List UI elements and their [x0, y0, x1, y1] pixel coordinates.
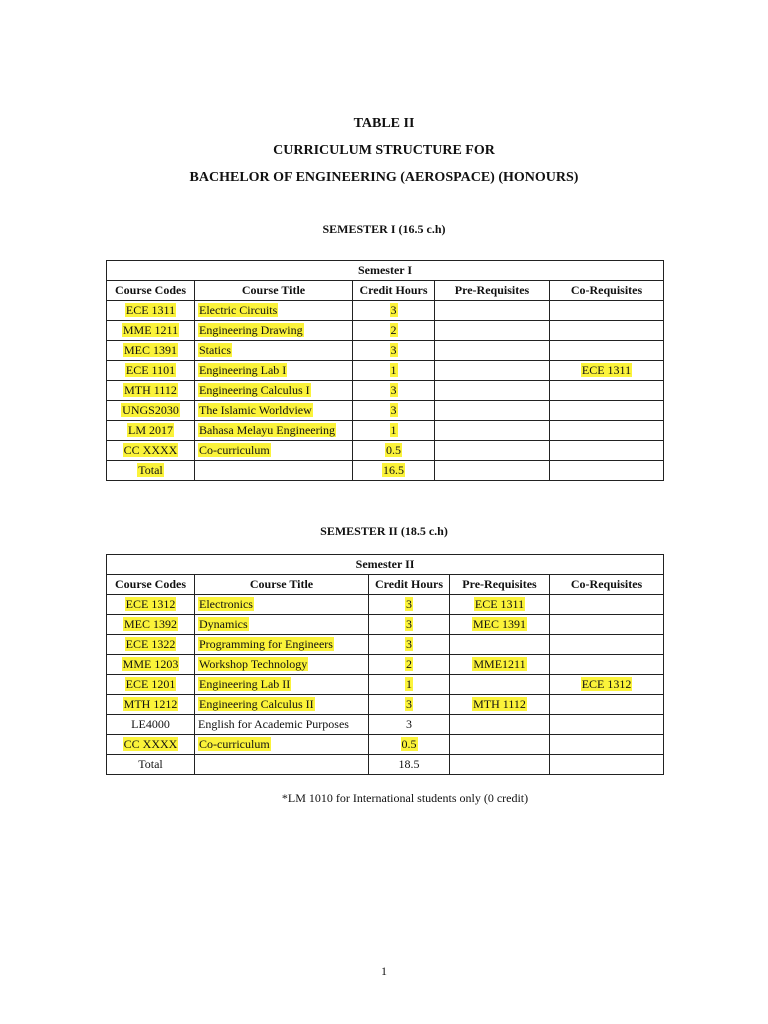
table-row — [107, 695, 664, 715]
course-title-cell — [195, 655, 369, 675]
co-requisites-cell — [550, 655, 664, 675]
credit-hours-text: 3 — [406, 637, 412, 651]
course-code-text: CC XXXX — [123, 443, 178, 457]
course-code-cell — [107, 755, 195, 775]
course-title-cell — [195, 381, 353, 401]
credit-hours-cell — [369, 595, 450, 615]
course-title-text: Electronics — [199, 597, 253, 611]
course-code-cell — [107, 421, 195, 441]
course-code-text: LM 2017 — [128, 423, 173, 437]
course-title-text: Engineering Drawing — [199, 323, 303, 337]
credit-hours-text: 0.5 — [401, 737, 417, 751]
table-row — [107, 675, 664, 695]
course-title-text: Programming for Engineers — [199, 637, 333, 651]
course-code-text: MEC 1392 — [123, 617, 177, 631]
pre-requisites-cell — [435, 401, 550, 421]
semester1-table-caption: Semester I — [107, 261, 664, 281]
column-header: Credit Hours — [353, 281, 435, 301]
credit-hours-cell — [353, 401, 435, 421]
pre-requisites-cell — [450, 675, 550, 695]
credit-hours-cell — [369, 715, 450, 735]
column-header: Co-Requisites — [550, 575, 664, 595]
course-code-cell — [107, 361, 195, 381]
co-requisites-cell — [550, 341, 664, 361]
table-row — [107, 655, 664, 675]
table-row — [107, 421, 664, 441]
pre-requisites-cell — [450, 615, 550, 635]
credit-hours-text: 2 — [406, 657, 412, 671]
course-code-text: ECE 1322 — [125, 637, 176, 651]
course-title-cell — [195, 635, 369, 655]
course-code-text: MTH 1112 — [124, 383, 177, 397]
credit-hours-cell — [369, 615, 450, 635]
table-row — [107, 321, 664, 341]
pre-requisites-text: MEC 1391 — [472, 617, 526, 631]
table-row — [107, 401, 664, 421]
column-header: Pre-Requisites — [435, 281, 550, 301]
credit-hours-text: 0.5 — [386, 443, 401, 457]
course-title-cell — [195, 421, 353, 441]
column-header: Course Codes — [107, 281, 195, 301]
course-title-text: Statics — [199, 343, 231, 357]
credit-hours-cell — [369, 755, 450, 775]
semester2-table — [106, 554, 664, 775]
course-code-cell — [107, 735, 195, 755]
course-code-cell — [107, 715, 195, 735]
table-row — [107, 461, 664, 481]
course-code-cell — [107, 675, 195, 695]
course-code-cell — [107, 595, 195, 615]
course-code-text: ECE 1201 — [125, 677, 176, 691]
credit-hours-cell — [369, 635, 450, 655]
co-requisites-cell — [550, 635, 664, 655]
pre-requisites-text: ECE 1311 — [474, 597, 525, 611]
course-code-cell — [107, 381, 195, 401]
table-row — [107, 595, 664, 615]
table-row — [107, 341, 664, 361]
pre-requisites-cell — [435, 341, 550, 361]
course-code-text: MTH 1212 — [123, 697, 178, 711]
pre-requisites-cell — [450, 595, 550, 615]
co-requisites-cell — [550, 715, 664, 735]
course-title-text: Bahasa Melayu Engineering — [199, 423, 335, 437]
pre-requisites-cell — [435, 361, 550, 381]
pre-requisites-cell — [435, 461, 550, 481]
pre-requisites-cell — [450, 735, 550, 755]
course-title-cell — [195, 341, 353, 361]
co-requisites-text: ECE 1311 — [581, 363, 632, 377]
co-requisites-cell — [550, 595, 664, 615]
semester1-table — [106, 260, 664, 481]
credit-hours-cell — [353, 321, 435, 341]
co-requisites-cell — [550, 615, 664, 635]
table-row — [107, 715, 664, 735]
co-requisites-cell — [550, 675, 664, 695]
pre-requisites-cell — [450, 755, 550, 775]
course-title-cell — [195, 301, 353, 321]
course-code-cell — [107, 635, 195, 655]
co-requisites-cell — [550, 361, 664, 381]
course-code-cell — [107, 401, 195, 421]
course-code-text: MME 1203 — [122, 657, 179, 671]
course-code-cell — [107, 301, 195, 321]
semester2-table-caption: Semester II — [107, 555, 664, 575]
pre-requisites-cell — [435, 441, 550, 461]
credit-hours-text: 3 — [390, 343, 397, 357]
pre-requisites-cell — [450, 635, 550, 655]
credit-hours-cell — [369, 735, 450, 755]
semester1-heading: SEMESTER I (16.5 c.h) — [322, 222, 446, 236]
table-row — [107, 615, 664, 635]
credit-hours-cell — [353, 441, 435, 461]
column-header: Course Title — [195, 281, 353, 301]
course-code-cell — [107, 461, 195, 481]
co-requisites-cell — [550, 381, 664, 401]
footnote: *LM 1010 for International students only (0 credit) — [281, 791, 529, 805]
course-title-text: Engineering Lab I — [199, 363, 287, 377]
course-code-text: Total — [138, 757, 163, 771]
course-code-cell — [107, 615, 195, 635]
course-code-text: CC XXXX — [123, 737, 178, 751]
credit-hours-text: 1 — [390, 363, 397, 377]
course-title-cell — [195, 715, 369, 735]
course-title-cell — [195, 615, 369, 635]
table-row — [107, 381, 664, 401]
credit-hours-text: 3 — [390, 303, 397, 317]
course-title-cell — [195, 735, 369, 755]
semester2-heading: SEMESTER II (18.5 c.h) — [320, 524, 448, 538]
credit-hours-text: 16.5 — [383, 463, 404, 477]
credit-hours-text: 2 — [390, 323, 397, 337]
column-header: Credit Hours — [369, 575, 450, 595]
course-code-text: Total — [138, 463, 163, 477]
pre-requisites-cell — [450, 655, 550, 675]
pre-requisites-cell — [435, 321, 550, 341]
pre-requisites-cell — [435, 421, 550, 441]
co-requisites-cell — [550, 755, 664, 775]
credit-hours-text: 3 — [406, 717, 412, 731]
pre-requisites-cell — [450, 715, 550, 735]
course-code-text: ECE 1312 — [125, 597, 176, 611]
course-code-text: MME 1211 — [122, 323, 179, 337]
credit-hours-text: 3 — [406, 617, 412, 631]
credit-hours-cell — [369, 695, 450, 715]
course-title-cell — [195, 321, 353, 341]
credit-hours-cell — [369, 655, 450, 675]
course-code-cell — [107, 695, 195, 715]
course-title-cell — [195, 441, 353, 461]
credit-hours-cell — [353, 421, 435, 441]
course-title-text: Co-curriculum — [199, 737, 270, 751]
course-code-text: MEC 1391 — [123, 343, 177, 357]
co-requisites-cell — [550, 421, 664, 441]
pre-requisites-cell — [435, 301, 550, 321]
course-title-cell — [195, 695, 369, 715]
course-code-cell — [107, 655, 195, 675]
credit-hours-cell — [353, 381, 435, 401]
course-code-cell — [107, 321, 195, 341]
pre-requisites-cell — [450, 695, 550, 715]
course-title-cell — [195, 401, 353, 421]
credit-hours-cell — [369, 675, 450, 695]
pre-requisites-text: MTH 1112 — [473, 697, 526, 711]
page-number: 1 — [381, 964, 387, 978]
course-title-text: Engineering Calculus II — [199, 697, 314, 711]
credit-hours-text: 3 — [406, 597, 412, 611]
column-header: Course Title — [195, 575, 369, 595]
document-title-line1: CURRICULUM STRUCTURE FOR — [273, 143, 495, 158]
credit-hours-text: 3 — [406, 697, 412, 711]
course-title-cell — [195, 461, 353, 481]
credit-hours-cell — [353, 361, 435, 381]
credit-hours-cell — [353, 341, 435, 361]
credit-hours-text: 1 — [390, 423, 397, 437]
credit-hours-text: 3 — [390, 403, 397, 417]
co-requisites-cell — [550, 401, 664, 421]
credit-hours-text: 18.5 — [398, 757, 420, 771]
course-code-text: LE4000 — [131, 717, 170, 731]
pre-requisites-cell — [435, 381, 550, 401]
table-row — [107, 635, 664, 655]
table-row — [107, 755, 664, 775]
course-title-text: The Islamic Worldview — [199, 403, 312, 417]
co-requisites-cell — [550, 321, 664, 341]
course-title-cell — [195, 361, 353, 381]
course-title-text: Co-curriculum — [199, 443, 270, 457]
table-row — [107, 735, 664, 755]
column-header: Pre-Requisites — [450, 575, 550, 595]
co-requisites-cell — [550, 735, 664, 755]
co-requisites-cell — [550, 461, 664, 481]
course-title-text: Dynamics — [199, 617, 248, 631]
column-header: Course Codes — [107, 575, 195, 595]
credit-hours-text: 3 — [390, 383, 397, 397]
semester1-table-body — [107, 301, 664, 481]
co-requisites-text: ECE 1312 — [581, 677, 632, 691]
course-title-text: Electric Circuits — [199, 303, 278, 317]
course-title-text: English for Academic Purposes — [198, 717, 349, 731]
course-title-cell — [195, 595, 369, 615]
course-code-text: ECE 1311 — [125, 303, 176, 317]
course-title-text: Workshop Technology — [199, 657, 308, 671]
credit-hours-text: 1 — [406, 677, 412, 691]
semester2-table-body — [107, 595, 664, 775]
course-code-cell — [107, 341, 195, 361]
pre-requisites-text: MME1211 — [473, 657, 526, 671]
course-title-cell — [195, 675, 369, 695]
course-title-text: Engineering Calculus I — [199, 383, 310, 397]
course-code-cell — [107, 441, 195, 461]
table-row — [107, 441, 664, 461]
table-row — [107, 301, 664, 321]
document-title-line2: BACHELOR OF ENGINEERING (AEROSPACE) (HONOURS) — [189, 170, 579, 185]
co-requisites-cell — [550, 695, 664, 715]
course-title-cell — [195, 755, 369, 775]
co-requisites-cell — [550, 441, 664, 461]
column-header: Co-Requisites — [550, 281, 664, 301]
co-requisites-cell — [550, 301, 664, 321]
credit-hours-cell — [353, 301, 435, 321]
course-title-text: Engineering Lab II — [199, 677, 291, 691]
credit-hours-cell — [353, 461, 435, 481]
course-code-text: UNGS2030 — [122, 403, 179, 417]
course-code-text: ECE 1101 — [125, 363, 176, 377]
table-row — [107, 361, 664, 381]
table-label: TABLE II — [353, 116, 415, 131]
